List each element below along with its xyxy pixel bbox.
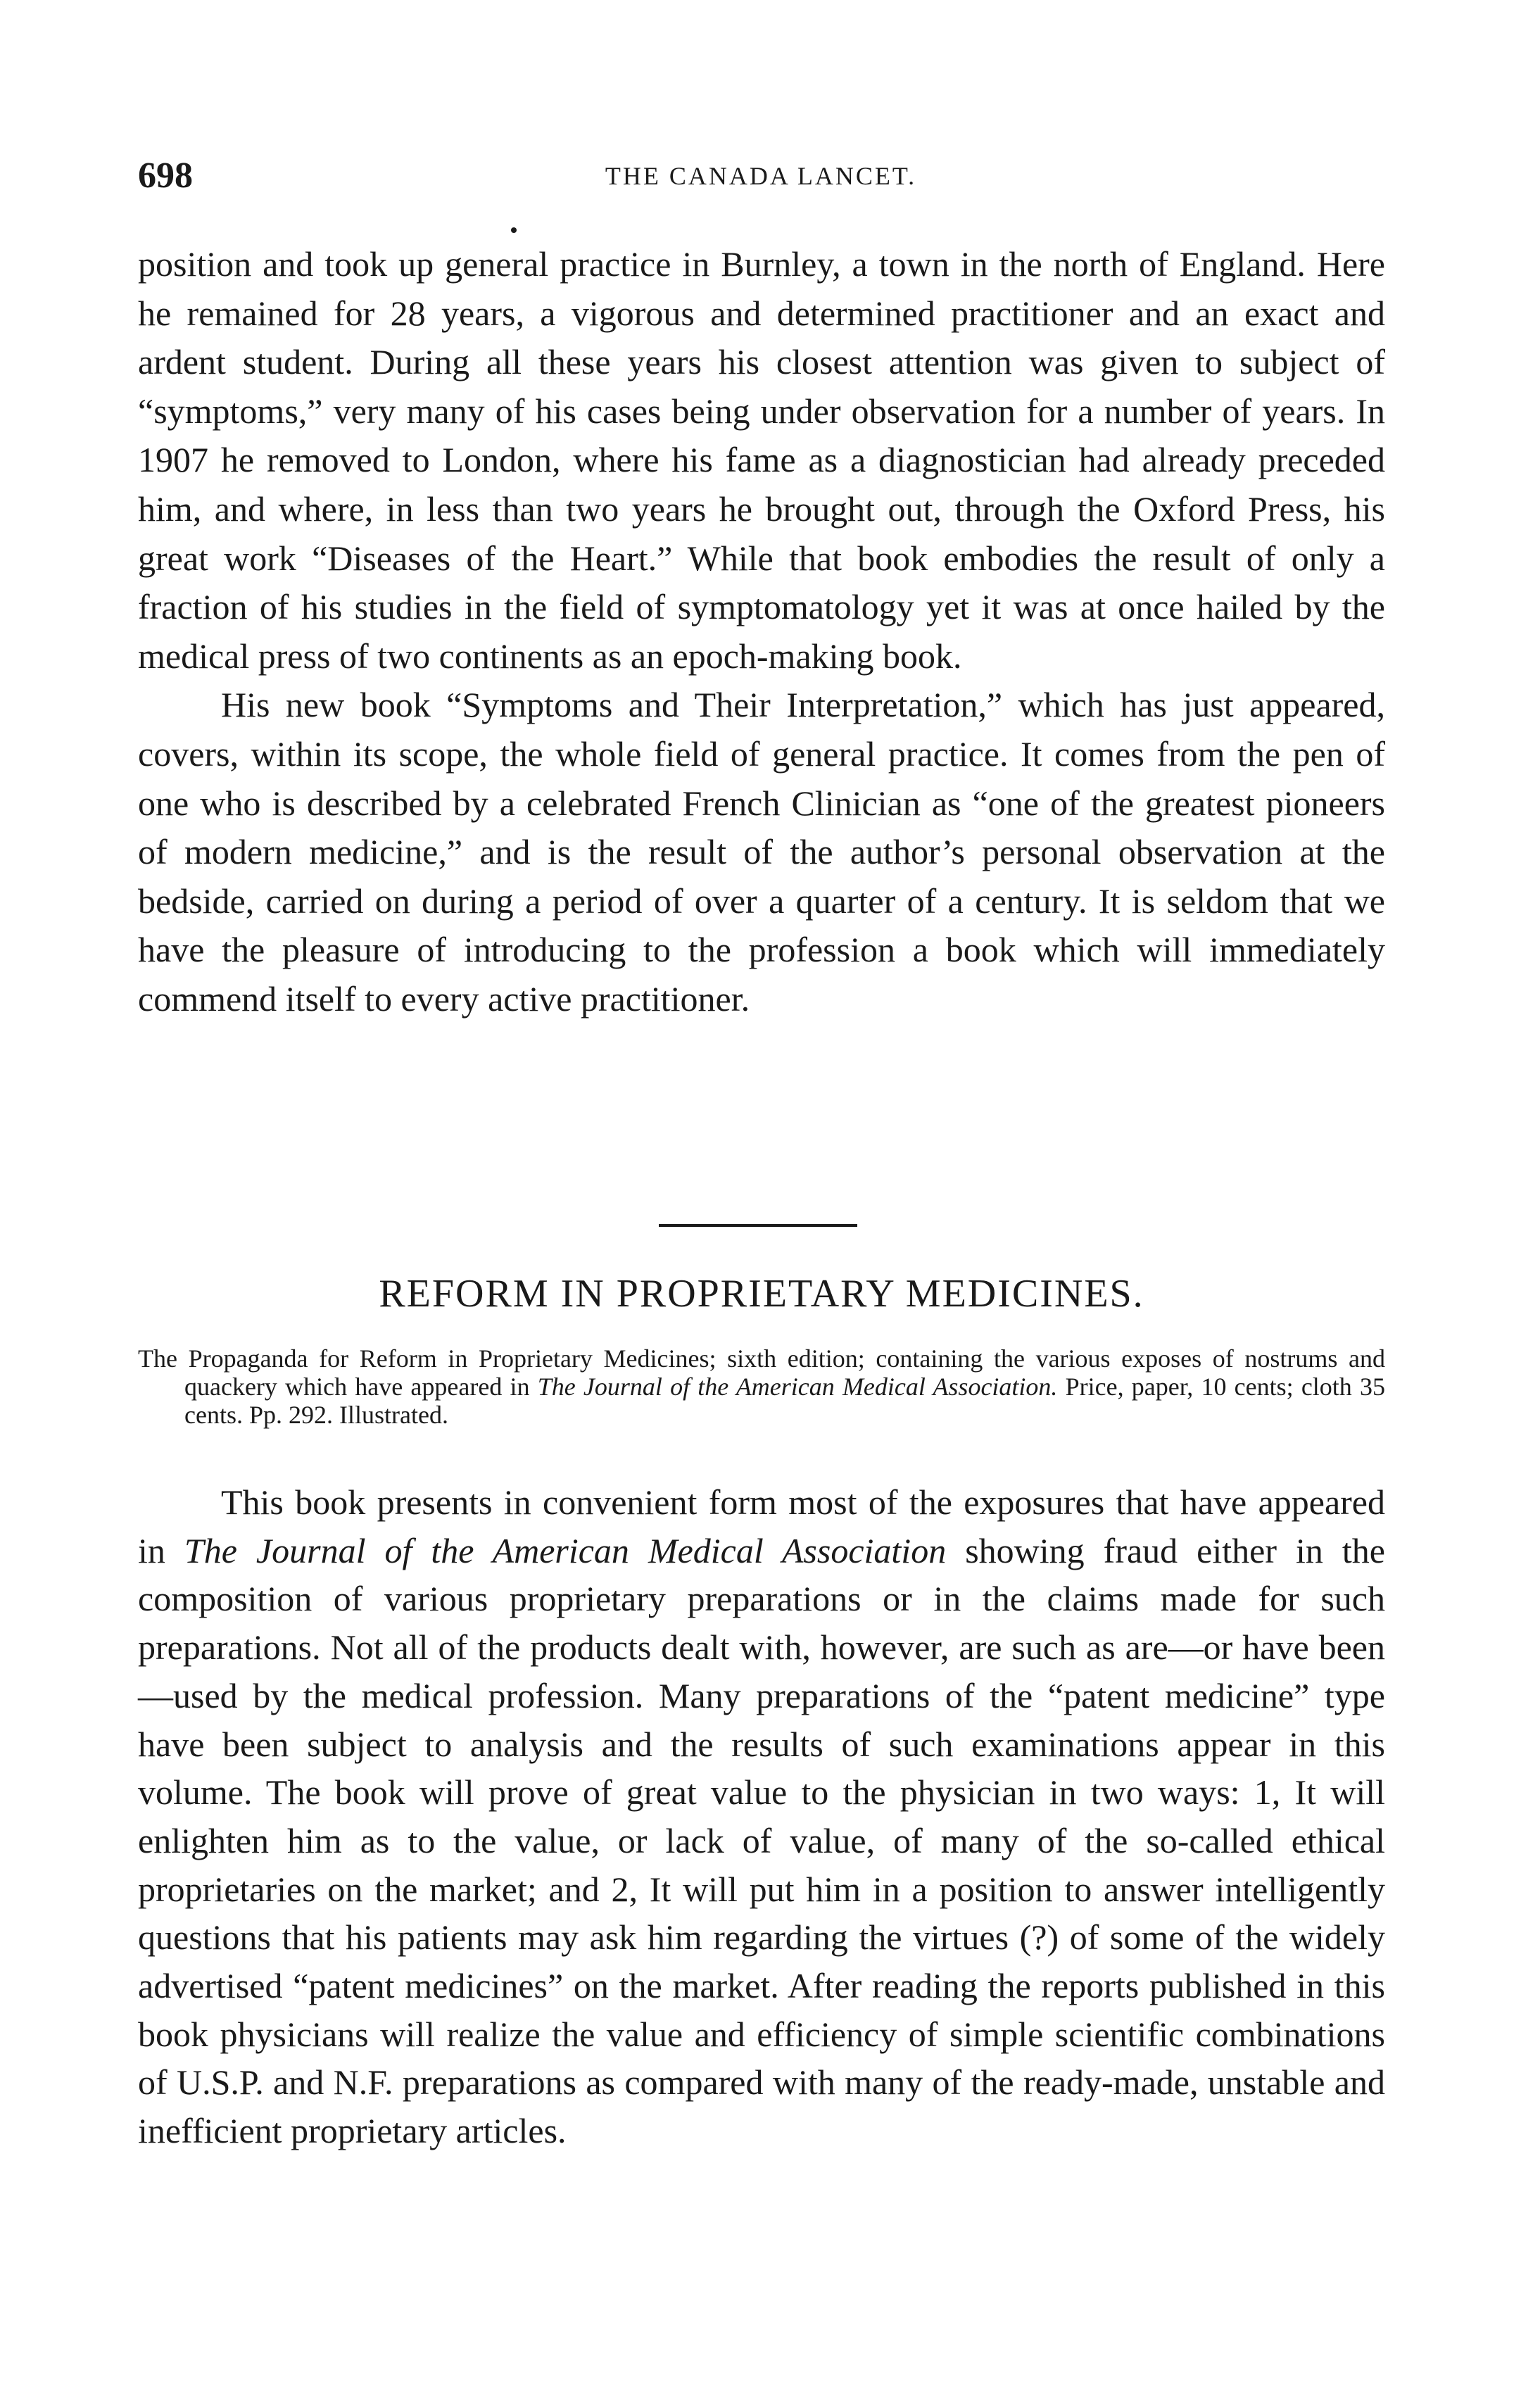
citation-text: The Propaganda for Reform in Proprietary Medicines; sixth edition; containing the various exposes of nostrums and quackery which have appeared in: [138, 1344, 1385, 1401]
article-continuation: [138, 240, 1385, 1024]
page-number: 698: [138, 156, 193, 196]
review-text: showing fraud either in the composition of various proprietary preparations or in the claims made for such preparations. Not all of the products dealt with, however, are such as are—or have been—used by the medical profession. Many preparations of the “patent medicine” type have been subject to analysis and the results of such examinations appear in this volume. The book will prove of great value to the physician in two ways: 1, It will enlighten him as to the value, or lack of value, of many of the so-called ethical proprietaries on the market; and 2, It will put him in a position to answer intelligently questions that his patients may ask him regarding the virtues (?) of some of the widely advertised “patent medicines” on the market. After reading the reports published in this book physicians will realize the value and efficiency of simple scientific combinations of U.S.P. and N.F. preparations as compared with many of the ready-made, unstable and inefficient proprietary articles.: [138, 1530, 1385, 2151]
paragraph: His new book “Symptoms and Their Interpretation,” which has just appeared, covers, within its scope, the whole field of general practice. It comes from the pen of one who is described by a celebrated French Clinician as “one of the greatest pioneers of modern medicine,” and is the result of the author’s personal observation at the bedside, carried on during a period of over a quarter of a century. It is seldom that we have the pleasure of introducing to the profession a book which will immediately commend itself to every active practitioner.: [138, 685, 1385, 1019]
section-divider: [659, 1224, 857, 1227]
section-title: REFORM IN PROPRIETARY MEDICINES.: [379, 1272, 1144, 1316]
review-text: This book presents in convenient form most of the exposures that have appeared in: [138, 1482, 1385, 1570]
journal-title: THE CANADA LANCET.: [605, 162, 917, 190]
paragraph: position and took up general practice in Burnley, a town in the north of England. Here he remained for 28 years, a vigorous and determined practitioner and an exact and ardent student. During all these years his closest attention was given to subject of “symptoms,” very many of his cases being under observation for a number of years. In 1907 he removed to London, where his fame as a diagnostician had already preceded him, and where, in less than two years he brought out, through the Oxford Press, his great work “Diseases of the Heart.” While that book embodies the result of only a fraction of his studies in the field of symptomatology yet it was at once hailed by the medical press of two continents as an epoch-making book.: [138, 244, 1385, 676]
paragraph: [138, 1478, 1385, 2155]
running-head: [138, 151, 1384, 201]
review-body: [138, 1478, 1385, 2155]
ink-dot: [511, 227, 517, 233]
citation-journal: The Journal of the American Medical Association.: [537, 1373, 1058, 1401]
review-journal: The Journal of the American Medical Association: [184, 1530, 947, 1570]
citation-price: Price, paper, 10 cents; cloth 35 cents. Pp. 292. Illustrated.: [184, 1373, 1385, 1429]
book-citation: [138, 1344, 1385, 1429]
